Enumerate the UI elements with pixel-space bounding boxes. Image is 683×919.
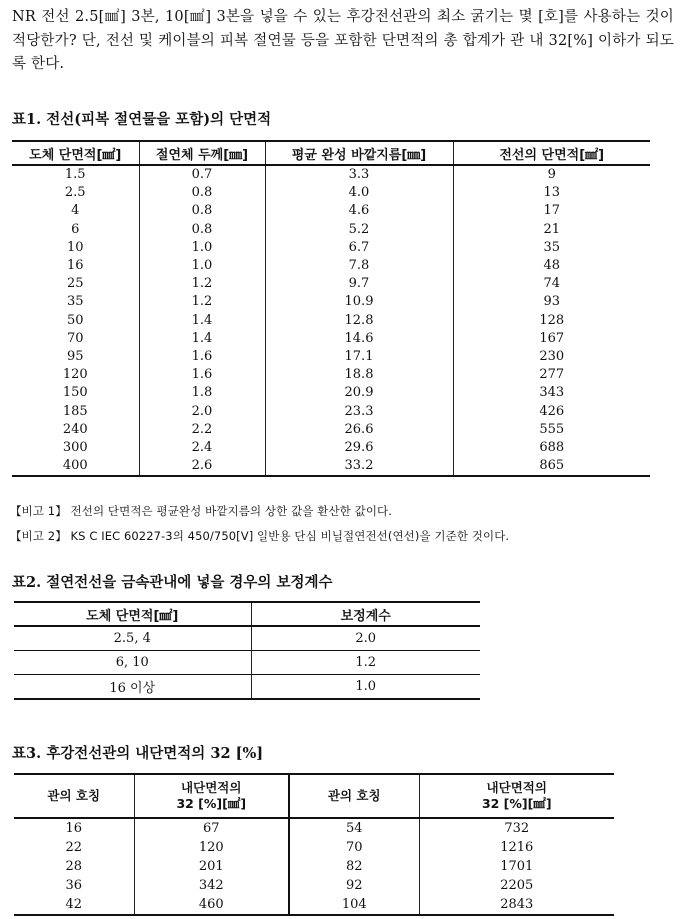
table-cell: 1.8 [139,384,265,402]
table-cell: 92 [289,876,419,895]
table-cell: 2.5, 4 [14,626,251,651]
table-cell: 688 [453,439,650,457]
table-cell: 6 [71,221,80,237]
table-cell: 185 [62,403,88,419]
table-cell: 1.2 [139,293,265,311]
table-cell: 1.0 [139,239,265,257]
table-cell: 1.6 [139,348,265,366]
table-row [14,651,480,675]
table-cell: 300 [62,439,88,455]
table-cell: 4.6 [265,202,453,220]
table-cell: 4 [71,203,80,219]
table-cell: 74 [453,275,650,293]
table-row [12,330,650,348]
table-cell: 95 [66,348,84,364]
table-cell: 150 [62,385,88,401]
table-cell: 342 [134,876,289,895]
table-row [14,818,614,838]
table-cell: 16 [66,258,84,274]
table-cell: 1.6 [139,366,265,384]
table-cell: 22 [65,840,83,855]
table-cell: 0.7 [139,165,265,184]
table-row [12,221,650,239]
table-cell: 732 [419,818,614,838]
table-cell: 2.2 [139,421,265,439]
table-cell: 26.6 [265,421,453,439]
table-row [12,257,650,275]
table-row [12,312,650,330]
table-cell: 343 [453,384,650,402]
table-cell: 0.8 [139,202,265,220]
table-row [12,366,650,384]
table3-conduit-area [14,773,614,916]
table-cell: 13 [453,184,650,202]
table3-title: 표3. 후강전선관의 내단면적의 32 [%] [12,745,264,762]
table-cell: 865 [453,457,650,476]
table-row [12,439,650,457]
table-row [14,675,480,700]
table-cell: 4.0 [265,184,453,202]
table-cell: 50 [66,312,84,328]
table-cell: 25 [66,276,84,292]
table-cell: 48 [453,257,650,275]
table2-header-cell: 도체 단면적[㎟] [14,602,251,626]
table-cell: 201 [134,857,289,876]
header-line: 내단면적의 [486,780,547,795]
table-cell: 426 [453,402,650,420]
header-line: 32 [%][㎟] [176,796,247,811]
table-cell: 2.0 [139,402,265,420]
table-cell: 17 [453,202,650,220]
table1-header-cell: 평균 완성 바깥지름[㎜] [265,141,453,165]
table-cell: 277 [453,366,650,384]
table1-header-cell: 전선의 단면적[㎟] [453,141,650,165]
table-row [12,421,650,439]
table-cell: 23.3 [265,402,453,420]
table3-header-cell [289,774,419,818]
table-cell: 70 [66,330,84,346]
table-cell: 167 [453,330,650,348]
table1-title: 표1. 전선(피복 절연물을 포함)의 단면적 [12,111,272,128]
table-cell: 93 [453,293,650,311]
table-row [14,626,480,651]
table-cell: 21 [453,221,650,239]
table-cell: 14.6 [265,330,453,348]
table2-header-cell: 보정계수 [251,602,480,626]
table-cell: 54 [289,818,419,838]
table-cell: 70 [289,838,419,857]
table-cell: 1701 [419,857,614,876]
table-row [14,838,614,857]
header-line: 관의 호칭 [327,788,381,803]
table-cell: 18.8 [265,366,453,384]
table-cell: 1.4 [139,312,265,330]
table-row [12,384,650,402]
table-cell: 2.4 [139,439,265,457]
table-row [12,402,650,420]
table-cell: 6.7 [265,239,453,257]
table-cell: 10.9 [265,293,453,311]
table-row [12,293,650,311]
table-cell: 28 [65,859,83,874]
table1-header-cell: 절연체 두께[㎜] [139,141,265,165]
table-cell: 0.8 [139,221,265,239]
table-cell: 2.6 [139,457,265,476]
table2-correction-factor [14,601,480,700]
table-row [12,348,650,366]
table-cell: 555 [453,421,650,439]
table3-header-cell [419,774,614,818]
header-line: 32 [%][㎟] [481,796,552,811]
table-cell: 29.6 [265,439,453,457]
table-cell: 120 [62,367,88,383]
table-cell: 20.9 [265,384,453,402]
table-cell: 1.2 [139,275,265,293]
table-cell: 128 [453,312,650,330]
table-row [14,876,614,895]
table-cell: 0.8 [139,184,265,202]
table1-note-1: 【비고 1】 전선의 단면적은 평균완성 바깥지름의 상한 값을 환산한 값이다. [10,504,393,518]
table-cell: 1.2 [251,651,480,675]
table-cell: 1.0 [139,257,265,275]
table-cell: 1216 [419,838,614,857]
table-cell: 42 [14,895,134,915]
table-cell: 3.3 [265,165,453,184]
table-cell: 1.5 [64,167,86,183]
table-row [12,457,650,476]
table-cell: 104 [289,895,419,915]
table-cell: 6, 10 [14,651,251,675]
table-cell: 35 [66,294,84,310]
table-cell: 5.2 [265,221,453,239]
table-row [14,857,614,876]
table1-header-cell: 도체 단면적[㎟] [12,141,139,165]
table-cell: 1.0 [251,675,480,700]
table-cell: 16 이상 [14,675,251,700]
table-cell: 82 [289,857,419,876]
table-row [12,275,650,293]
table-cell: 33.2 [265,457,453,476]
table-cell: 35 [453,239,650,257]
table-cell: 12.8 [265,312,453,330]
table2-title: 표2. 절연전선을 금속관내에 넣을 경우의 보정계수 [12,574,333,591]
table-cell: 2.0 [251,626,480,651]
table-cell: 230 [453,348,650,366]
table-cell: 120 [134,838,289,857]
question-text: NR 전선 2.5[㎟] 3본, 10[㎟] 3본을 넣을 수 있는 후강전선관의 최소 굵기는 몇 [호]를 사용하는 것이 적당한가? 단, 전선 및 케이블의 피복 절연물 등을 포함한 단면적의 총 합계가 관 내 32[%] 이하가 되도록 한다. [12,9,674,72]
table-cell: 400 [12,457,139,476]
table-row [12,202,650,220]
table-cell: 2843 [419,895,614,915]
table-row [12,239,650,257]
table-cell: 9.7 [265,275,453,293]
header-line: 관의 호칭 [47,788,101,803]
table-cell: 9 [453,165,650,184]
table-cell: 2205 [419,876,614,895]
table-cell: 17.1 [265,348,453,366]
table-cell: 10 [66,239,84,255]
header-line: 내단면적의 [181,780,242,795]
table-cell: 1.4 [139,330,265,348]
table-cell: 240 [62,421,88,437]
table-cell: 460 [134,895,289,915]
table1-note-2: 【비고 2】 KS C IEC 60227-3의 450/750[V] 일반용 단심 비닐절연전선(연선)을 기준한 것이다. [10,529,510,543]
table3-header-cell [14,774,134,818]
table-cell: 7.8 [265,257,453,275]
table-cell: 36 [65,878,83,893]
table1-wire-cross-section [12,140,650,477]
table-row [14,895,614,915]
table-cell: 2.5 [64,185,86,201]
table-row [12,165,650,184]
table-cell: 16 [65,821,83,836]
table3-header-cell [134,774,289,818]
table-cell: 67 [134,818,289,838]
table-row [12,184,650,202]
